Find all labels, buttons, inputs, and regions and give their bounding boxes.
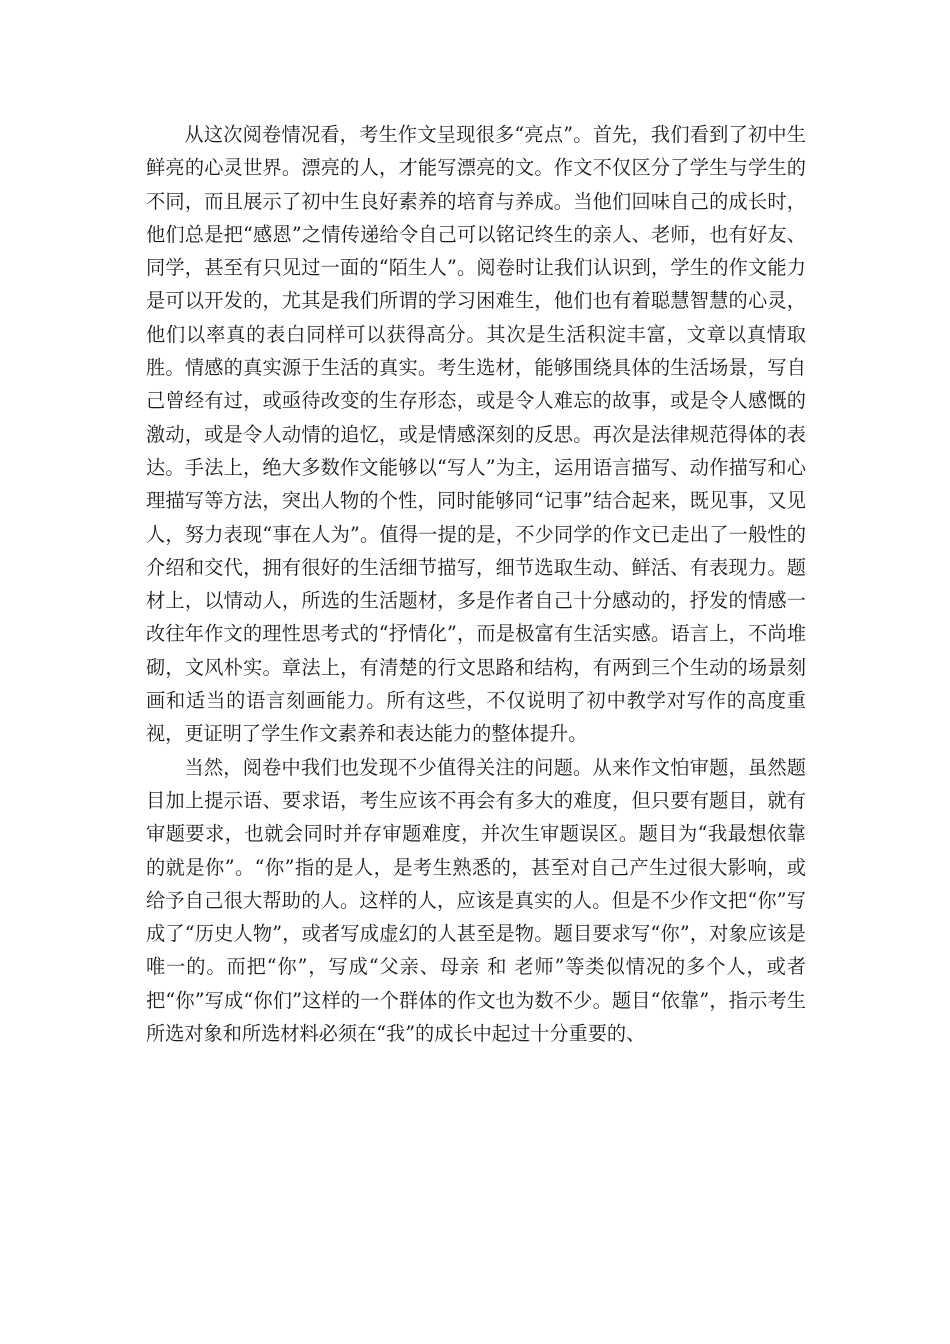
paragraph-2: 当然，阅卷中我们也发现不少值得关注的问题。从来作文怕审题，虽然题目加上提示语、要求语，考生应该不再会有多大的难度，但只要有题目，就有审题要求，也就会同时并存审题难度，并次生审题误区。题目为“我最想依靠的就是你”。“你”指的是人，是考生熟悉的，甚至对自己产生过很大影响，或给予自己很大帮助的人。这样的人，应该是真实的人。但是不少作文把“你”写成了“历史人物”，或者写成虚幻的人甚至是物。题目要求写“你”，对象应该是唯一的。而把“你”，写成“父亲、母亲 和 老师”等类似情况的多个人，或者把“你”写成“你们”这样的一个群体的作文也为数不少。题目“依靠”，指示考生所选对象和所选材料必须在“我”的成长中起过十分重要的、 (146, 755, 806, 1046)
paragraph-1: 从这次阅卷情况看，考生作文呈现很多“亮点”。首先，我们看到了初中生鲜亮的心灵世界。漂亮的人，才能写漂亮的文。作文不仅区分了学生与学生的不同，而且展示了初中生良好素养的培育与养成。当他们回味自己的成长时，他们总是把“感恩”之情传递给令自己可以铭记终生的亲人、老师，也有好友、同学，甚至有只见过一面的“陌生人”。阅卷时让我们认识到，学生的作文能力是可以开发的，尤其是我们所谓的学习困难生，他们也有着聪慧智慧的心灵，他们以率真的表白同样可以获得高分。其次是生活积淀丰富，文章以真情取胜。情感的真实源于生活的真实。考生选材，能够围绕具体的生活场景，写自己曾经有过，或亟待改变的生存形态，或是令人难忘的故事，或是令人感慨的激动，或是令人动情的追忆，或是情感深刻的反思。再次是法律规范得体的表达。手法上，绝大多数作文能够以“写人”为主，运用语言描写、动作描写和心理描写等方法，突出人物的个性，同时能够同“记事”结合起来，既见事，又见人，努力表现“事在人为”。值得一提的是，不少同学的作文已走出了一般性的介绍和交代，拥有很好的生活细节描写，细节选取生动、鲜活、有表现力。题材上，以情动人，所选的生活题材，多是作者自己十分感动的，抒发的情感一改往年作文的理性思考式的“抒情化”，而是极富有生活实感。语言上，不尚堆砌，文风朴实。章法上，有清楚的行文思路和结构，有两到三个生动的场景刻画和适当的语言刻画能力。所有这些，不仅说明了初中教学对写作的高度重视，更证明了学生作文素养和表达能力的整体提升。 (146, 123, 806, 746)
document-body (146, 118, 806, 1050)
